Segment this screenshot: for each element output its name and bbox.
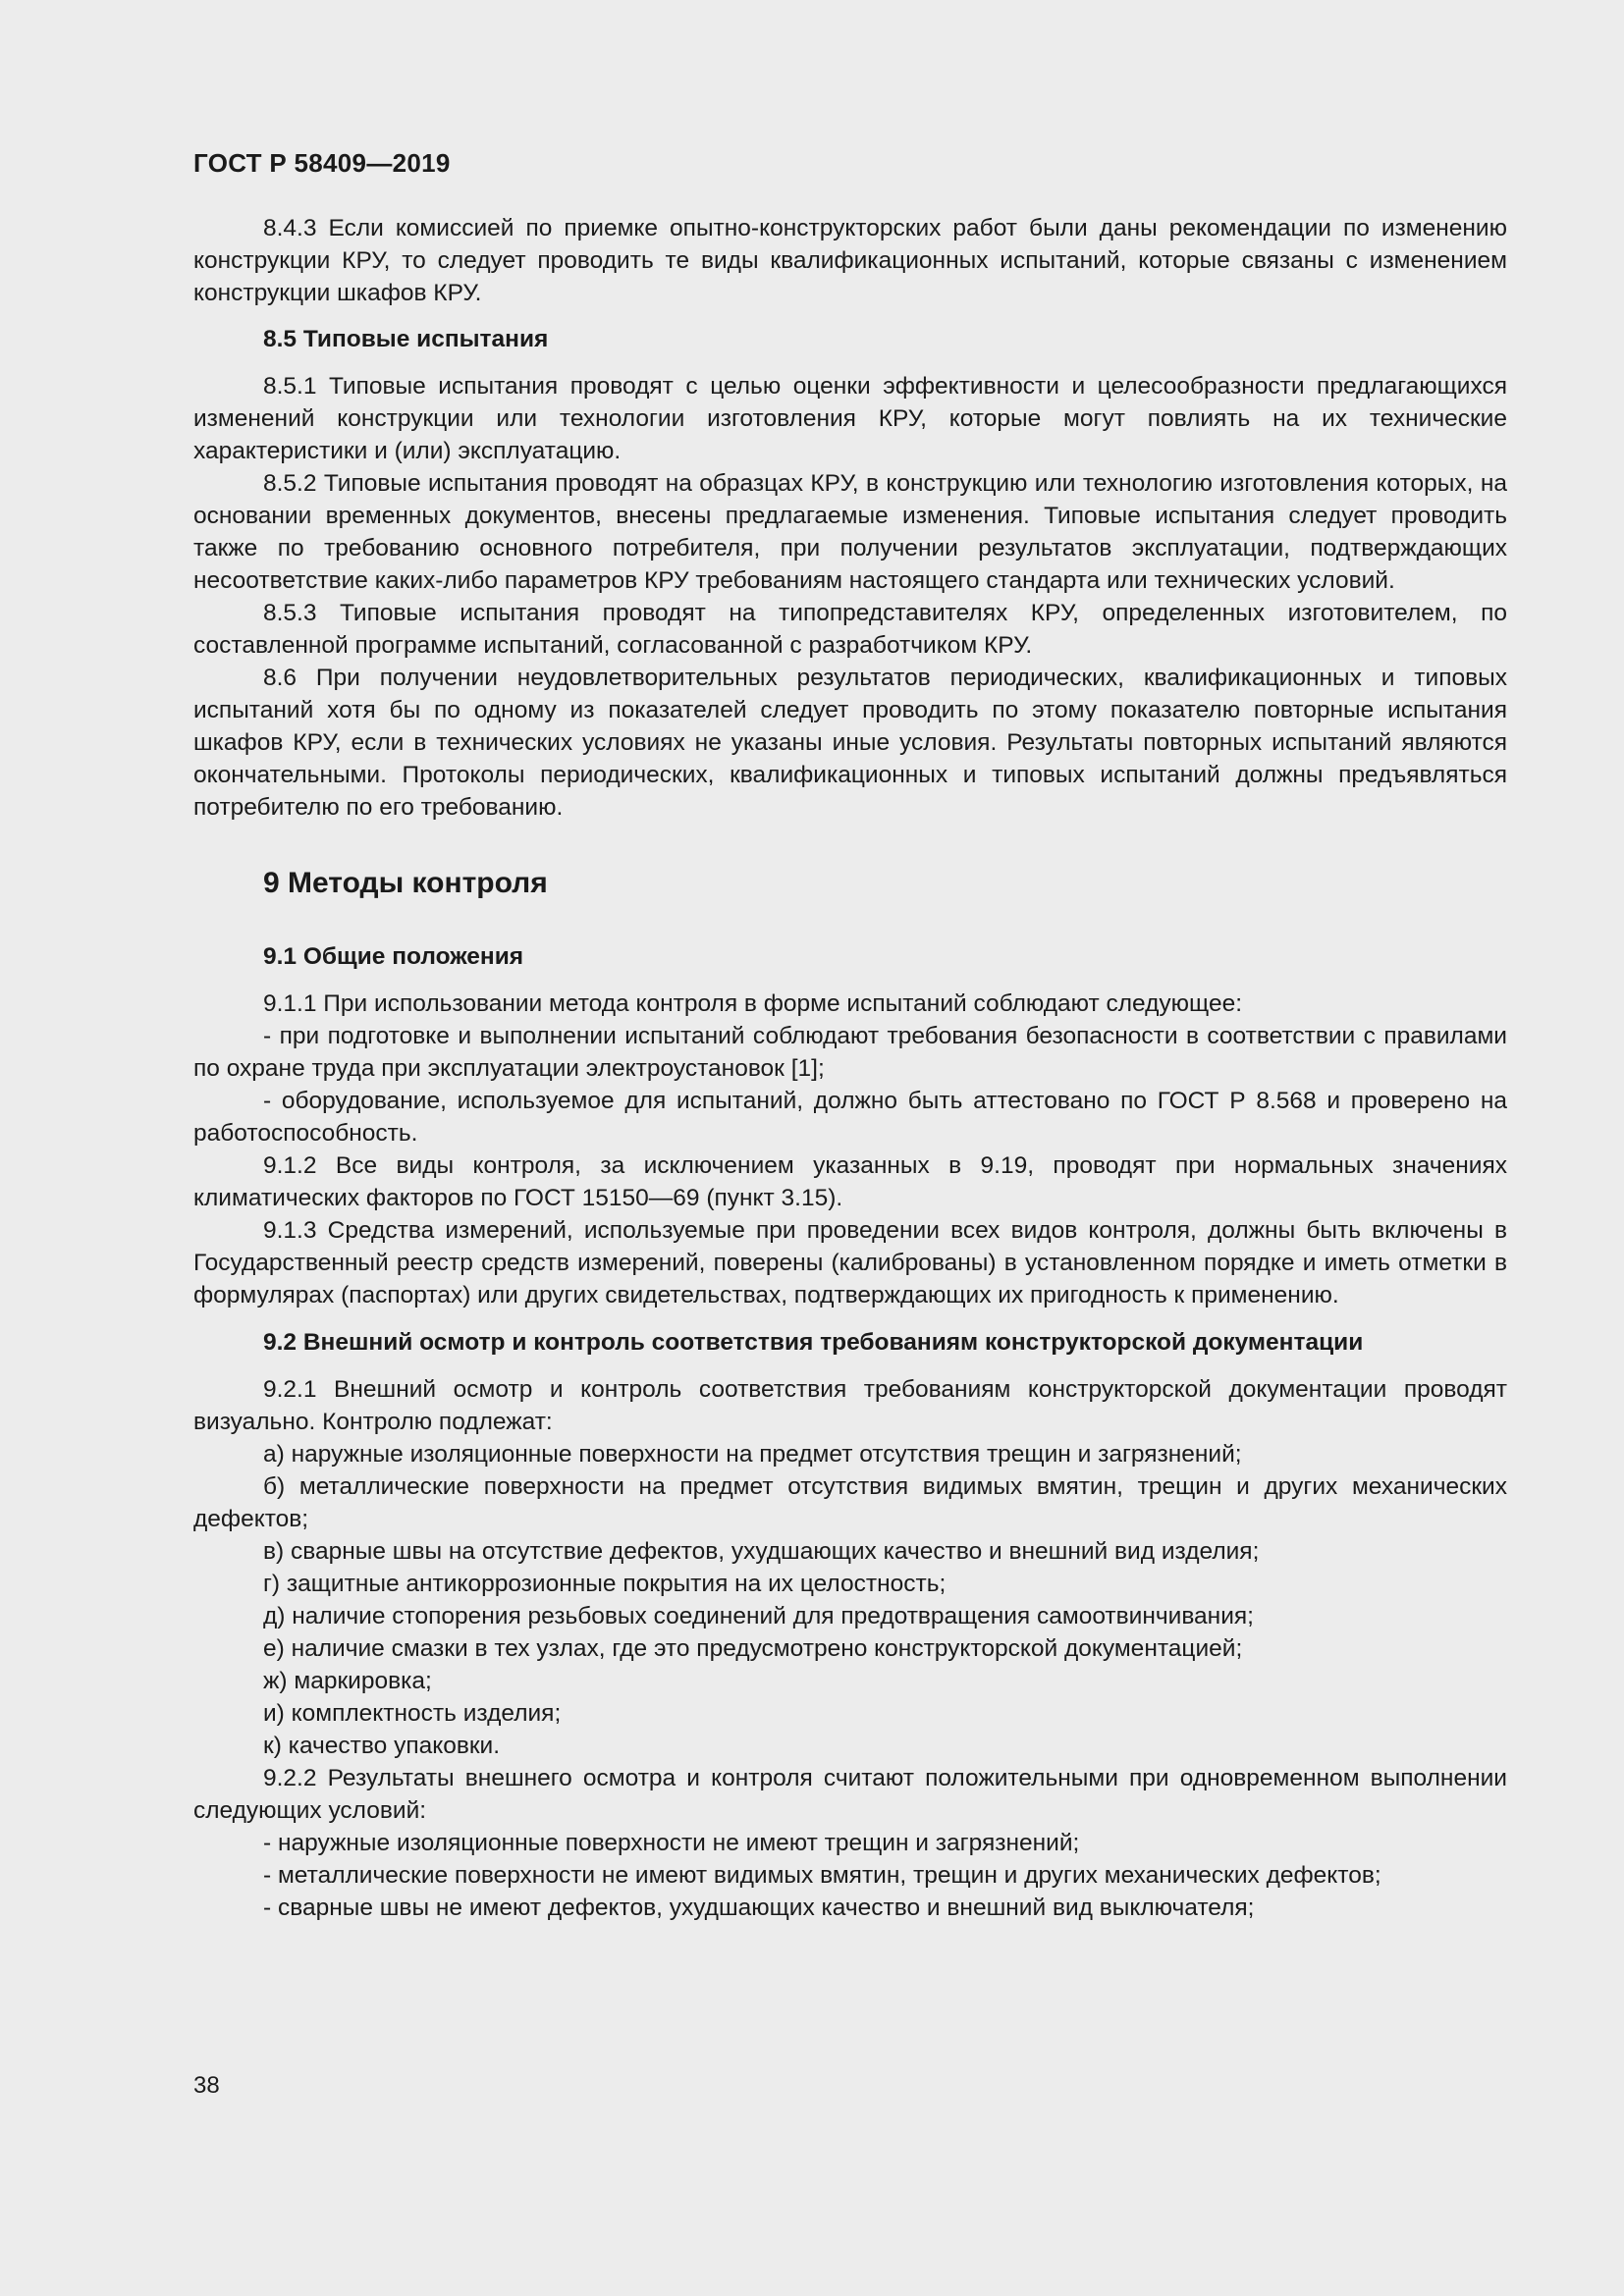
list-item: ж) маркировка; [263, 1668, 432, 1694]
list-item: к) качество упаковки. [263, 1733, 501, 1759]
section-heading-9: 9 Методы контроля [263, 867, 548, 899]
list-item: и) комплектность изделия; [263, 1700, 562, 1727]
list-item: в) сварные швы на отсутствие дефектов, ухудшающих качество и внешний вид изделия; [263, 1538, 1260, 1565]
paragraph-9-1-2: 9.1.2 Все виды контроля, за исключением указанных в 9.19, проводят при нормальных значениях климатических факторов по ГОСТ 15150—69 (пункт 3.15). [193, 1152, 1507, 1211]
paragraph-9-1-3: 9.1.3 Средства измерений, используемые при проведении всех видов контроля, должны быть включены в Государственный реестр средств измерений, поверены (калиброваны) в установленном порядке и иметь отметки в формулярах (паспортах) или других свидетельствах, подтверждающих их пригодность к применению. [193, 1217, 1507, 1308]
paragraph-9-2-1: 9.2.1 Внешний осмотр и контроль соответствия требованиям конструкторской документации проводят визуально. Контролю подлежат: [193, 1376, 1507, 1435]
paragraph-9-2-2: 9.2.2 Результаты внешнего осмотра и контроля считают положительными при одновременном выполнении следующих условий: [193, 1765, 1507, 1824]
paragraph-8-5-1: 8.5.1 Типовые испытания проводят с целью оценки эффективности и целесообразности предлагающихся изменений конструкции или технологии изготовления КРУ, которые могут повлиять на их технические характеристики и (или) эксплуатацию. [193, 373, 1507, 464]
document-code-header: ГОСТ Р 58409—2019 [193, 148, 451, 178]
list-item: б) металлические поверхности на предмет отсутствия видимых вмятин, трещин и других механических дефектов; [193, 1473, 1507, 1532]
subsection-heading-9-1: 9.1 Общие положения [263, 943, 524, 970]
page-number: 38 [193, 2072, 220, 2099]
paragraph-9-1-1: 9.1.1 При использовании метода контроля в форме испытаний соблюдают следующее: [263, 990, 1242, 1017]
subsection-heading-9-2: 9.2 Внешний осмотр и контроль соответствия требованиям конструкторской документации [263, 1329, 1364, 1356]
paragraph-8-6: 8.6 При получении неудовлетворительных результатов периодических, квалификационных и типовых испытаний хотя бы по одному из показателей следует проводить по этому показателю повторные испытания шкафов КРУ, если в технических условиях не указаны иные условия. Результаты повторных испытаний являются окончательными. Протоколы периодических, квалификационных и типовых испытаний должны предъявляться потребителю по его требованию. [193, 665, 1507, 821]
list-item-9-1-1-b: - оборудование, используемое для испытаний, должно быть аттестовано по ГОСТ Р 8.568 и проверено на работоспособность. [193, 1088, 1507, 1147]
list-item: - наружные изоляционные поверхности не имеют трещин и загрязнений; [263, 1830, 1080, 1856]
list-item-9-1-1-a: - при подготовке и выполнении испытаний соблюдают требования безопасности в соответствии с правилами по охране труда при эксплуатации электроустановок [1]; [193, 1023, 1507, 1082]
list-item: е) наличие смазки в тех узлах, где это предусмотрено конструкторской документацией; [263, 1635, 1243, 1662]
list-item: г) защитные антикоррозионные покрытия на их целостность; [263, 1571, 947, 1597]
paragraph-8-5-3: 8.5.3 Типовые испытания проводят на типопредставителях КРУ, определенных изготовителем, по составленной программе испытаний, согласованной с разработчиком КРУ. [193, 600, 1507, 659]
document-page [193, 147, 1507, 1924]
paragraph-8-5-2: 8.5.2 Типовые испытания проводят на образцах КРУ, в конструкцию или технологию изготовления которых, на основании временных документов, внесены предлагаемые изменения. Типовые испытания следует проводить также по требованию основного потребителя, при получении результатов эксплуатации, подтверждающих несоответствие каких-либо параметров КРУ требованиям настоящего стандарта или технических условий. [193, 470, 1507, 594]
list-item: - сварные швы не имеют дефектов, ухудшающих качество и внешний вид выключателя; [263, 1895, 1255, 1921]
subsection-heading-8-5: 8.5 Типовые испытания [263, 326, 549, 352]
list-item: а) наружные изоляционные поверхности на предмет отсутствия трещин и загрязнений; [263, 1441, 1242, 1468]
list-item: - металлические поверхности не имеют видимых вмятин, трещин и других механических дефектов; [263, 1862, 1381, 1889]
paragraph-8-4-3: 8.4.3 Если комиссией по приемке опытно-конструкторских работ были даны рекомендации по изменению конструкции КРУ, то следует проводить те виды квалификационных испытаний, которые связаны с изменением конструкции шкафов КРУ. [193, 215, 1507, 306]
list-item: д) наличие стопорения резьбовых соединений для предотвращения самоотвинчивания; [263, 1603, 1254, 1629]
